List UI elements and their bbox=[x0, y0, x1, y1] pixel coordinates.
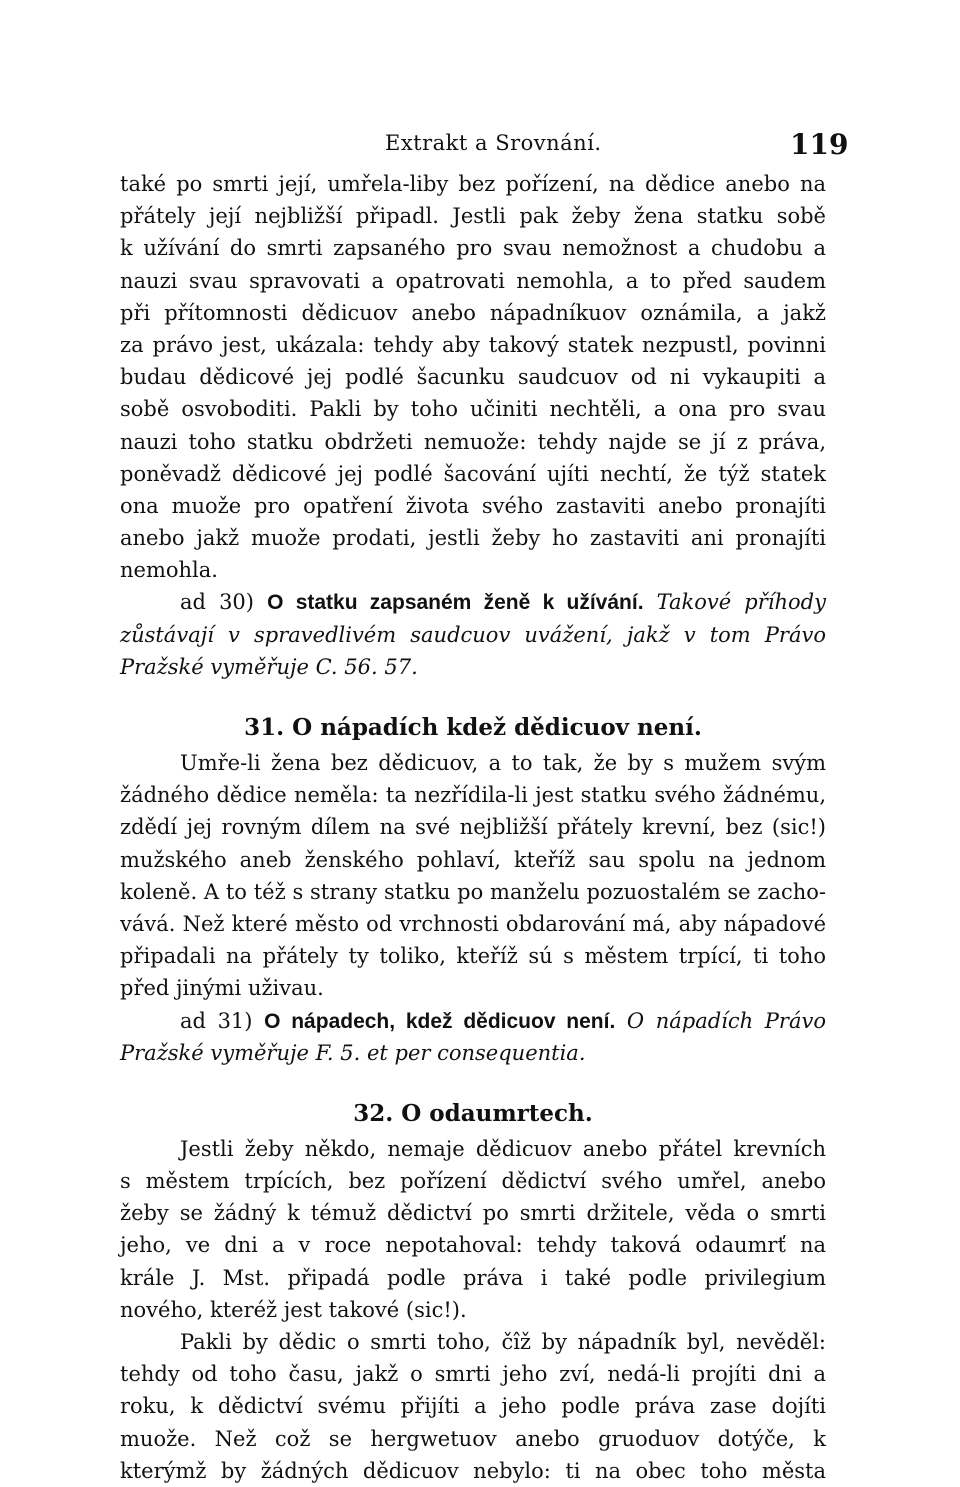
text-line: roku, k dědictví svému přijíti a jeho podle práva zase dojíti bbox=[120, 1394, 826, 1419]
text-line: mužského aneb ženského pohlaví, kteříž sau spolu na jednom bbox=[120, 847, 826, 872]
text-line: zdědí jej rovným dílem na své nejbližší přátely krevní, bez (sic!) bbox=[120, 815, 826, 840]
text-line: žádného dědice neměla: ta nezřídila-li jest statku svého žádnému, bbox=[120, 783, 826, 808]
commentary-line: zůstávají v spravedlivém saudcuov uvážení, jakž v tom Právo bbox=[120, 622, 826, 647]
section-heading-31: 31. O nápadích kdež dědicuov není. bbox=[244, 714, 702, 741]
commentary-italic: O nápadích Právo bbox=[626, 1008, 826, 1033]
commentary-line: Pražské vyměřuje F. 5. et per consequentia. bbox=[120, 1040, 586, 1065]
commentary-prefix: ad 31) bbox=[180, 1008, 253, 1033]
text-line: nauzi toho statku obdržeti nemuože: tehdy najde se jí z práva, bbox=[120, 429, 826, 454]
text-line: před jinými uživau. bbox=[120, 976, 324, 1001]
text-line: anebo jakž muože prodati, jestli žeby ho zastaviti ani pronajíti bbox=[120, 526, 826, 551]
running-title: Extrakt a Srovnání. bbox=[385, 131, 602, 155]
text-line: Jestli žeby někdo, nemaje dědicuov anebo přátel krevních bbox=[180, 1136, 826, 1161]
section-spacer bbox=[120, 1069, 826, 1095]
text-line: tehdy od toho času, jakž o smrti jeho zví, nedá-li projíti dni a bbox=[120, 1362, 826, 1387]
text-line: jeho, ve dni a v roce nepotahoval: tehdy taková odaumrť na bbox=[120, 1233, 826, 1258]
text-line: za právo jest, ukázala: tehdy aby takový statek nezpustl, povinni bbox=[120, 332, 826, 357]
commentary-line bbox=[120, 586, 826, 618]
paragraph-continuation bbox=[120, 168, 826, 586]
text-line: připadali na přátely ty toliko, kteříž sú s městem trpící, ti toho bbox=[120, 944, 826, 969]
text-line: žeby se žádný k témuž dědictví po smrti držitele, věda o smrti bbox=[120, 1201, 826, 1226]
text-line: poněvadž dědicové jej podlé šacování ujíti nechtí, že týž statek bbox=[120, 461, 826, 486]
page-number: 119 bbox=[790, 128, 849, 161]
text-line: krále J. Mst. připadá podle práva i také podle privilegium bbox=[120, 1265, 826, 1290]
text-line: muože. Než což se hergwetuov anebo gruoduov dotýče, k bbox=[120, 1426, 826, 1451]
text-line: ona muože pro opatření života svého zastaviti anebo pronajíti bbox=[120, 493, 826, 518]
section-heading-32: 32. O odaumrtech. bbox=[353, 1099, 593, 1127]
commentary-title: O nápadech, kdež dědicuov není. bbox=[264, 1009, 616, 1033]
text-line: vává. Než které město od vrchnosti obdarování má, aby nápadové bbox=[120, 911, 826, 936]
text-line: kterýmž by žádných dědicuov nebylo: ti na obec toho města bbox=[120, 1458, 826, 1483]
text-line: budau dědicové jej podlé šacunku saudcuov od ni vykaupiti a bbox=[120, 365, 826, 390]
text-line: při přítomnosti dědicuov anebo nápadníkuov oznámila, a jakž bbox=[120, 300, 826, 325]
text-line: Umře-li žena bez dědicuov, a to tak, že by s mužem svým bbox=[180, 751, 826, 775]
text-line: přátely její nejbližší připadl. Jestli pak žeby žena statku sobě bbox=[120, 204, 826, 229]
commentary-ad30 bbox=[120, 586, 826, 683]
section-31-paragraph bbox=[120, 747, 826, 1005]
running-header bbox=[0, 128, 960, 162]
text-line: sobě osvoboditi. Pakli by toho učiniti nechtěli, a ona pro svau bbox=[120, 397, 826, 422]
text-line: koleně. A to též s strany statku po manželu pozuostalém se zacho- bbox=[120, 879, 826, 904]
text-line: s městem trpících, bez pořízení dědictví svého umřel, anebo bbox=[120, 1169, 826, 1194]
text-line: také po smrti její, umřela-liby bez pořízení, na dědice anebo na bbox=[120, 172, 826, 196]
commentary-prefix: ad 30) bbox=[180, 590, 254, 615]
commentary-ad31 bbox=[120, 1005, 826, 1069]
commentary-line: Pražské vyměřuje C. 56. 57. bbox=[120, 654, 418, 679]
text-line: k užívání do smrti zapsaného pro svau nemožnost a chudobu a bbox=[120, 236, 826, 261]
text-line: nemohla. bbox=[120, 558, 218, 583]
commentary-italic: Takové příhody bbox=[656, 590, 826, 615]
commentary-line bbox=[120, 1005, 826, 1037]
section-32-paragraph bbox=[120, 1133, 826, 1487]
text-line: nauzi svau spravovati a opatrovati nemohla, a to před saudem bbox=[120, 268, 826, 293]
body-text bbox=[120, 168, 826, 1487]
commentary-title: O statku zapsaném ženě k užívání. bbox=[267, 591, 644, 615]
text-line: Pakli by dědic o smrti toho, čîž by nápadník byl, nevěděl: bbox=[180, 1330, 826, 1354]
text-line: nového, kteréž jest takové (sic!). bbox=[120, 1297, 467, 1322]
section-spacer bbox=[120, 683, 826, 709]
